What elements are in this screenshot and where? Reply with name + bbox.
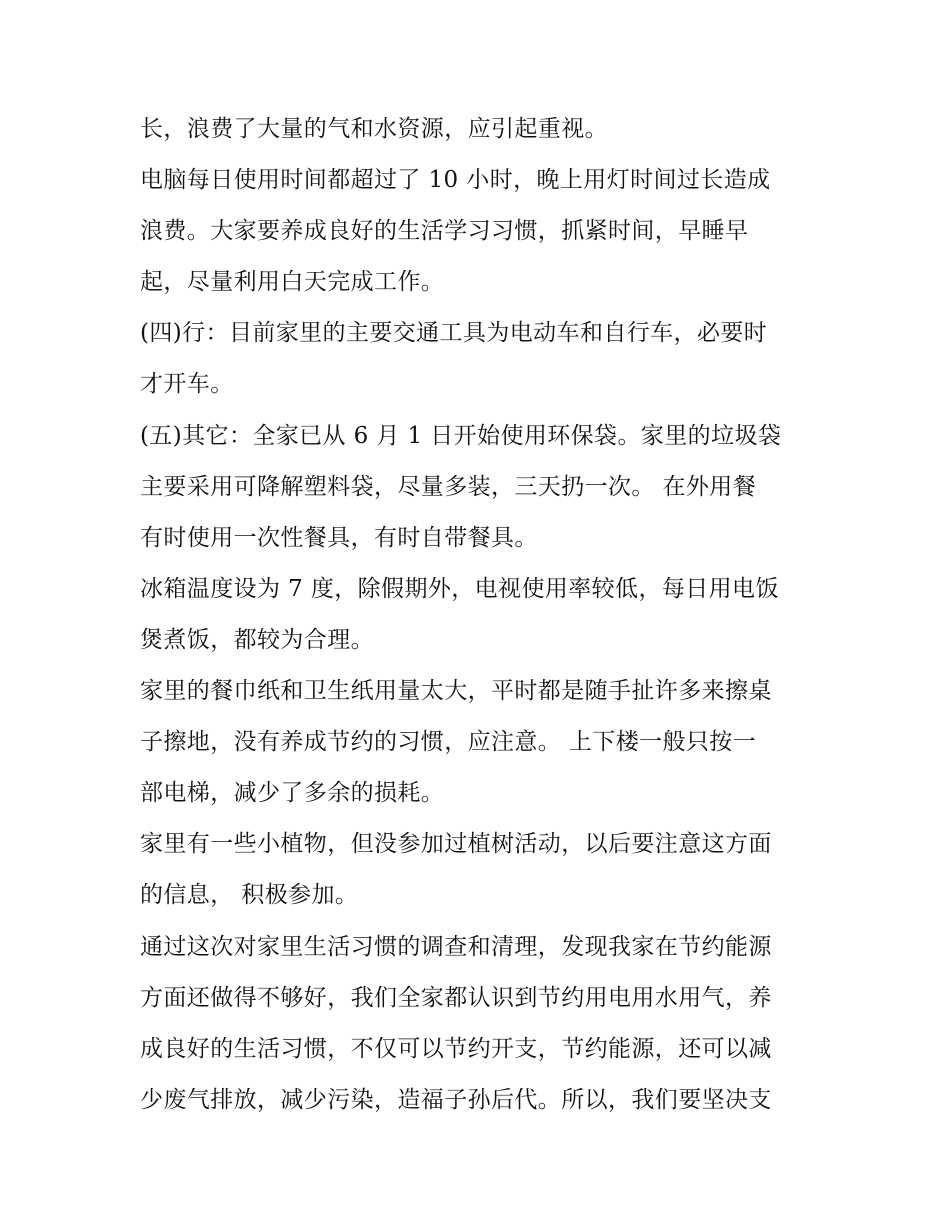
- text-line: 家里有一些小植物，但没参加过植树活动，以后要注意这方面: [140, 831, 772, 858]
- text-line: 长，浪费了大量的气和水资源，应引起重视。: [140, 116, 608, 142]
- text-line: 冰箱温度设为 7 度，除假期外，电视使用率较低，每日用电饭: [140, 575, 779, 602]
- text-line: 的信息， 积极参加。: [140, 882, 359, 909]
- text-line: 成良好的生活习惯，不仅可以节约开支，节约能源，还可以减: [140, 1035, 772, 1062]
- text-line: 煲煮饭，都较为合理。: [140, 626, 374, 653]
- text-line: 浪费。大家要养成良好的生活学习习惯，抓紧时间，早睡早: [140, 218, 749, 245]
- text-line: (四)行：目前家里的主要交通工具为电动车和自行车，必要时: [140, 320, 768, 347]
- text-line: 子擦地，没有养成节约的习惯，应注意。 上下楼一般只按一: [140, 729, 757, 756]
- text-line: 有时使用一次性餐具，有时自带餐具。: [140, 524, 538, 551]
- text-line: 主要采用可降解塑料袋，尽量多装，三天扔一次。 在外用餐: [140, 473, 757, 500]
- text-line: (五)其它：全家已从 6 月 1 日开始使用环保袋。家里的垃圾袋: [140, 422, 782, 449]
- text-line: 才开车。: [140, 371, 234, 398]
- text-line: 通过这次对家里生活习惯的调查和清理，发现我家在节约能源: [140, 933, 772, 960]
- text-line: 电脑每日使用时间都超过了 10 小时，晚上用灯时间过长造成: [140, 167, 771, 194]
- document-body: [140, 109, 820, 1131]
- text-line: 部电梯，减少了多余的损耗。: [140, 780, 445, 807]
- text-line: 家里的餐巾纸和卫生纸用量太大，平时都是随手扯许多来擦桌: [140, 678, 772, 705]
- text-line: 起，尽量利用白天完成工作。: [140, 269, 445, 296]
- text-line: 方面还做得不够好，我们全家都认识到节约用电用水用气，养: [140, 984, 772, 1011]
- text-line: 少废气排放，减少污染，造福子孙后代。所以，我们要坚决支: [140, 1086, 772, 1113]
